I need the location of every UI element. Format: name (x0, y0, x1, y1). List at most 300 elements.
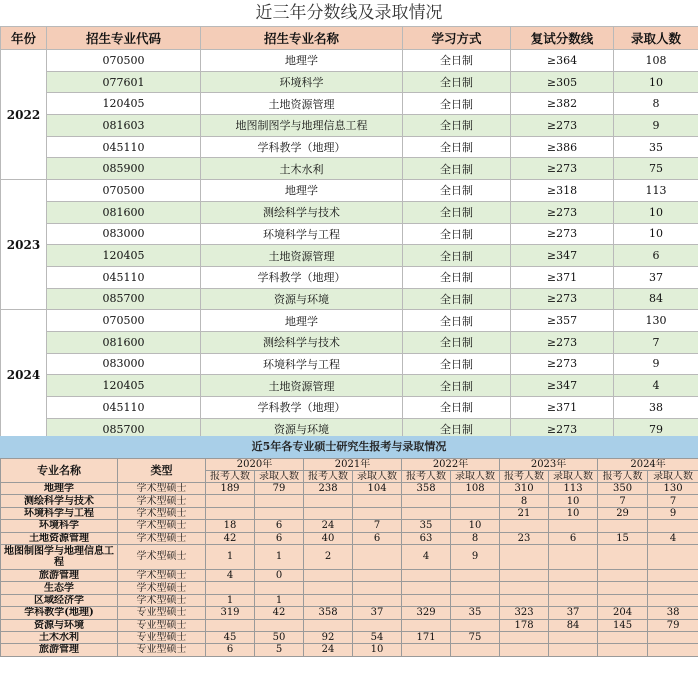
value-cell (648, 631, 698, 643)
value-cell (648, 644, 698, 656)
table-row (1, 331, 698, 353)
header-sub: 报考人数 (304, 471, 353, 483)
major-name: 土地资源管理 (1, 532, 118, 544)
value-cell: 24 (304, 644, 353, 656)
value-cell (255, 507, 304, 519)
value-cell (451, 569, 500, 581)
value-cell (598, 644, 648, 656)
value-cell: 358 (304, 607, 353, 619)
value-cell: 37 (549, 607, 598, 619)
table-row (1, 223, 698, 245)
table-row (1, 483, 698, 495)
cell-code: 070500 (47, 310, 201, 332)
cell-code: 085900 (47, 158, 201, 180)
table2-header-row (1, 459, 698, 471)
value-cell: 84 (549, 619, 598, 631)
value-cell: 40 (304, 532, 353, 544)
header-year: 2023年 (500, 459, 598, 471)
table1-header-cell: 招生专业代码 (47, 27, 201, 50)
value-cell: 42 (206, 532, 255, 544)
value-cell: 171 (402, 631, 451, 643)
value-cell (500, 644, 549, 656)
cell-code: 081600 (47, 331, 201, 353)
value-cell (304, 594, 353, 606)
value-cell: 145 (598, 619, 648, 631)
value-cell (500, 544, 549, 569)
value-cell (304, 507, 353, 519)
cell-name: 测绘科学与技术 (201, 331, 403, 353)
value-cell (451, 644, 500, 656)
cell-code: 083000 (47, 223, 201, 245)
value-cell (304, 619, 353, 631)
major-type: 专业型硕士 (118, 607, 206, 619)
major-type: 专业型硕士 (118, 644, 206, 656)
value-cell (451, 619, 500, 631)
admission-score-table (0, 26, 698, 440)
value-cell: 75 (451, 631, 500, 643)
value-cell (500, 594, 549, 606)
value-cell: 38 (648, 607, 698, 619)
table-row (1, 532, 698, 544)
cell-name: 学科教学（地理） (201, 397, 403, 419)
value-cell: 130 (648, 483, 698, 495)
value-cell (206, 495, 255, 507)
cell-score: ≥371 (511, 397, 614, 419)
cell-mode: 全日制 (403, 93, 511, 115)
value-cell: 113 (549, 483, 598, 495)
table1-header-cell: 复试分数线 (511, 27, 614, 50)
header-type: 类型 (118, 459, 206, 483)
year-cell: 2023 (1, 180, 47, 310)
value-cell: 50 (255, 631, 304, 643)
cell-score: ≥273 (511, 353, 614, 375)
cell-name: 测绘科学与技术 (201, 201, 403, 223)
value-cell: 92 (304, 631, 353, 643)
table-row (1, 631, 698, 643)
cell-score: ≥347 (511, 375, 614, 397)
major-name: 旅游管理 (1, 644, 118, 656)
cell-code: 045110 (47, 397, 201, 419)
cell-name: 学科教学（地理） (201, 136, 403, 158)
major-name: 区域经济学 (1, 594, 118, 606)
table-row (1, 375, 698, 397)
value-cell: 8 (500, 495, 549, 507)
cell-mode: 全日制 (403, 50, 511, 72)
table-row (1, 353, 698, 375)
value-cell (549, 582, 598, 594)
table-row (1, 50, 698, 72)
cell-score: ≥305 (511, 71, 614, 93)
cell-name: 环境科学与工程 (201, 353, 403, 375)
cell-count: 108 (614, 50, 698, 72)
table1-header-cell: 招生专业名称 (201, 27, 403, 50)
value-cell: 37 (353, 607, 402, 619)
cell-count: 10 (614, 201, 698, 223)
table-row (1, 115, 698, 137)
value-cell: 35 (451, 607, 500, 619)
cell-mode: 全日制 (403, 353, 511, 375)
cell-name: 学科教学（地理） (201, 266, 403, 288)
cell-name: 环境科学与工程 (201, 223, 403, 245)
cell-mode: 全日制 (403, 375, 511, 397)
table-row (1, 266, 698, 288)
value-cell: 319 (206, 607, 255, 619)
value-cell (648, 594, 698, 606)
cell-code: 085700 (47, 418, 201, 440)
value-cell (255, 582, 304, 594)
cell-score: ≥273 (511, 418, 614, 440)
value-cell: 323 (500, 607, 549, 619)
major-name: 资源与环境 (1, 619, 118, 631)
value-cell (549, 520, 598, 532)
value-cell: 178 (500, 619, 549, 631)
major-name: 地理学 (1, 483, 118, 495)
cell-score: ≥318 (511, 180, 614, 202)
header-year: 2020年 (206, 459, 304, 471)
major-type: 学术型硕士 (118, 495, 206, 507)
value-cell (402, 507, 451, 519)
value-cell: 7 (598, 495, 648, 507)
value-cell (451, 507, 500, 519)
major-type: 专业型硕士 (118, 619, 206, 631)
value-cell (402, 594, 451, 606)
value-cell (500, 631, 549, 643)
value-cell: 1 (206, 594, 255, 606)
value-cell (402, 619, 451, 631)
major-type: 学术型硕士 (118, 569, 206, 581)
value-cell (353, 495, 402, 507)
value-cell: 310 (500, 483, 549, 495)
cell-score: ≥273 (511, 158, 614, 180)
value-cell: 9 (451, 544, 500, 569)
cell-count: 8 (614, 93, 698, 115)
table-row (1, 594, 698, 606)
cell-score: ≥371 (511, 266, 614, 288)
major-name: 测绘科学与技术 (1, 495, 118, 507)
table-row (1, 288, 698, 310)
table-row (1, 607, 698, 619)
cell-code: 081600 (47, 201, 201, 223)
value-cell (402, 582, 451, 594)
enrollment-history-table (0, 458, 698, 657)
cell-count: 10 (614, 71, 698, 93)
cell-mode: 全日制 (403, 71, 511, 93)
value-cell (206, 507, 255, 519)
cell-code: 070500 (47, 50, 201, 72)
table2-title: 近5年各专业硕士研究生报考与录取情况 (0, 436, 698, 458)
value-cell: 15 (598, 532, 648, 544)
cell-mode: 全日制 (403, 310, 511, 332)
value-cell (598, 520, 648, 532)
cell-score: ≥273 (511, 331, 614, 353)
major-type: 学术型硕士 (118, 544, 206, 569)
value-cell (206, 619, 255, 631)
value-cell: 10 (451, 520, 500, 532)
value-cell (353, 619, 402, 631)
table-row (1, 71, 698, 93)
cell-mode: 全日制 (403, 418, 511, 440)
value-cell: 23 (500, 532, 549, 544)
header-sub: 报考人数 (402, 471, 451, 483)
value-cell (304, 569, 353, 581)
value-cell: 1 (255, 594, 304, 606)
cell-score: ≥364 (511, 50, 614, 72)
cell-count: 7 (614, 331, 698, 353)
cell-count: 37 (614, 266, 698, 288)
cell-name: 环境科学 (201, 71, 403, 93)
header-sub: 报考人数 (598, 471, 648, 483)
cell-code: 120405 (47, 375, 201, 397)
value-cell (451, 594, 500, 606)
value-cell (353, 544, 402, 569)
cell-mode: 全日制 (403, 180, 511, 202)
value-cell: 104 (353, 483, 402, 495)
value-cell: 9 (648, 507, 698, 519)
value-cell (206, 582, 255, 594)
value-cell: 8 (451, 532, 500, 544)
major-type: 专业型硕士 (118, 631, 206, 643)
value-cell (255, 495, 304, 507)
value-cell: 35 (402, 520, 451, 532)
cell-count: 9 (614, 115, 698, 137)
cell-count: 4 (614, 375, 698, 397)
header-sub: 录取人数 (549, 471, 598, 483)
value-cell: 358 (402, 483, 451, 495)
value-cell (549, 594, 598, 606)
cell-mode: 全日制 (403, 288, 511, 310)
major-type: 学术型硕士 (118, 483, 206, 495)
value-cell: 79 (648, 619, 698, 631)
cell-name: 土木水利 (201, 158, 403, 180)
value-cell (402, 569, 451, 581)
table-row (1, 245, 698, 267)
major-name: 地图制图学与地理信息工程 (1, 544, 118, 569)
cell-count: 35 (614, 136, 698, 158)
cell-name: 资源与环境 (201, 418, 403, 440)
cell-name: 地理学 (201, 180, 403, 202)
value-cell: 4 (402, 544, 451, 569)
value-cell: 108 (451, 483, 500, 495)
value-cell: 6 (255, 532, 304, 544)
cell-count: 10 (614, 223, 698, 245)
header-sub: 录取人数 (353, 471, 402, 483)
major-type: 学术型硕士 (118, 520, 206, 532)
major-name: 土木水利 (1, 631, 118, 643)
cell-count: 6 (614, 245, 698, 267)
table1-title: 近三年分数线及录取情况 (0, 0, 698, 26)
value-cell (353, 507, 402, 519)
cell-score: ≥347 (511, 245, 614, 267)
cell-code: 070500 (47, 180, 201, 202)
table1-header-cell: 录取人数 (614, 27, 698, 50)
header-sub: 录取人数 (255, 471, 304, 483)
header-name: 专业名称 (1, 459, 118, 483)
value-cell (549, 631, 598, 643)
major-name: 学科教学(地理) (1, 607, 118, 619)
major-name: 环境科学与工程 (1, 507, 118, 519)
table1-header-cell: 年份 (1, 27, 47, 50)
table-row (1, 495, 698, 507)
cell-mode: 全日制 (403, 223, 511, 245)
header-sub: 录取人数 (648, 471, 698, 483)
value-cell: 24 (304, 520, 353, 532)
cell-score: ≥273 (511, 115, 614, 137)
value-cell (500, 520, 549, 532)
value-cell: 10 (353, 644, 402, 656)
value-cell: 54 (353, 631, 402, 643)
value-cell: 10 (549, 507, 598, 519)
value-cell: 5 (255, 644, 304, 656)
table-row (1, 158, 698, 180)
cell-score: ≥382 (511, 93, 614, 115)
major-name: 环境科学 (1, 520, 118, 532)
table-row (1, 310, 698, 332)
table-row (1, 507, 698, 519)
value-cell (598, 544, 648, 569)
header-year: 2024年 (598, 459, 698, 471)
table-row (1, 619, 698, 631)
value-cell: 18 (206, 520, 255, 532)
value-cell: 6 (206, 644, 255, 656)
table-row (1, 136, 698, 158)
cell-code: 045110 (47, 136, 201, 158)
value-cell (304, 495, 353, 507)
cell-mode: 全日制 (403, 331, 511, 353)
cell-score: ≥357 (511, 310, 614, 332)
table-row (1, 520, 698, 532)
value-cell: 6 (549, 532, 598, 544)
value-cell (549, 569, 598, 581)
header-sub: 录取人数 (451, 471, 500, 483)
header-sub: 报考人数 (500, 471, 549, 483)
value-cell: 7 (648, 495, 698, 507)
cell-score: ≥386 (511, 136, 614, 158)
cell-mode: 全日制 (403, 266, 511, 288)
value-cell (648, 569, 698, 581)
value-cell: 1 (255, 544, 304, 569)
value-cell (451, 582, 500, 594)
cell-count: 9 (614, 353, 698, 375)
header-sub: 报考人数 (206, 471, 255, 483)
table-row (1, 569, 698, 581)
cell-mode: 全日制 (403, 397, 511, 419)
value-cell (598, 569, 648, 581)
cell-code: 120405 (47, 245, 201, 267)
major-name: 生态学 (1, 582, 118, 594)
cell-count: 75 (614, 158, 698, 180)
table1-header-cell: 学习方式 (403, 27, 511, 50)
cell-mode: 全日制 (403, 245, 511, 267)
cell-score: ≥273 (511, 288, 614, 310)
table-row (1, 180, 698, 202)
value-cell (353, 582, 402, 594)
value-cell (549, 644, 598, 656)
major-type: 学术型硕士 (118, 594, 206, 606)
value-cell (402, 495, 451, 507)
major-name: 旅游管理 (1, 569, 118, 581)
cell-mode: 全日制 (403, 136, 511, 158)
value-cell (648, 582, 698, 594)
cell-name: 土地资源管理 (201, 245, 403, 267)
cell-code: 120405 (47, 93, 201, 115)
table-row (1, 201, 698, 223)
header-year: 2021年 (304, 459, 402, 471)
value-cell (402, 644, 451, 656)
cell-code: 081603 (47, 115, 201, 137)
value-cell: 10 (549, 495, 598, 507)
value-cell: 4 (206, 569, 255, 581)
value-cell (549, 544, 598, 569)
value-cell: 63 (402, 532, 451, 544)
table-row (1, 397, 698, 419)
value-cell (304, 582, 353, 594)
value-cell: 21 (500, 507, 549, 519)
cell-mode: 全日制 (403, 115, 511, 137)
cell-count: 84 (614, 288, 698, 310)
table-row (1, 644, 698, 656)
value-cell (451, 495, 500, 507)
cell-code: 083000 (47, 353, 201, 375)
table-row (1, 93, 698, 115)
table-row (1, 582, 698, 594)
value-cell: 204 (598, 607, 648, 619)
value-cell (353, 569, 402, 581)
cell-name: 地图制图学与地理信息工程 (201, 115, 403, 137)
value-cell: 1 (206, 544, 255, 569)
value-cell: 6 (353, 532, 402, 544)
cell-count: 113 (614, 180, 698, 202)
cell-count: 130 (614, 310, 698, 332)
table-row (1, 544, 698, 569)
cell-count: 38 (614, 397, 698, 419)
value-cell: 7 (353, 520, 402, 532)
value-cell: 189 (206, 483, 255, 495)
year-cell: 2022 (1, 50, 47, 180)
value-cell (255, 619, 304, 631)
cell-name: 资源与环境 (201, 288, 403, 310)
year-cell: 2024 (1, 310, 47, 440)
value-cell: 238 (304, 483, 353, 495)
value-cell: 29 (598, 507, 648, 519)
value-cell (598, 631, 648, 643)
major-type: 学术型硕士 (118, 582, 206, 594)
value-cell: 2 (304, 544, 353, 569)
value-cell (353, 594, 402, 606)
cell-name: 土地资源管理 (201, 375, 403, 397)
cell-score: ≥273 (511, 223, 614, 245)
value-cell (648, 544, 698, 569)
value-cell: 329 (402, 607, 451, 619)
cell-code: 077601 (47, 71, 201, 93)
cell-name: 土地资源管理 (201, 93, 403, 115)
cell-count: 79 (614, 418, 698, 440)
cell-code: 045110 (47, 266, 201, 288)
header-year: 2022年 (402, 459, 500, 471)
cell-code: 085700 (47, 288, 201, 310)
cell-name: 地理学 (201, 50, 403, 72)
value-cell (648, 520, 698, 532)
cell-name: 地理学 (201, 310, 403, 332)
value-cell: 350 (598, 483, 648, 495)
cell-mode: 全日制 (403, 201, 511, 223)
value-cell: 6 (255, 520, 304, 532)
value-cell: 79 (255, 483, 304, 495)
cell-score: ≥273 (511, 201, 614, 223)
value-cell (598, 594, 648, 606)
value-cell: 42 (255, 607, 304, 619)
value-cell (500, 582, 549, 594)
value-cell: 45 (206, 631, 255, 643)
